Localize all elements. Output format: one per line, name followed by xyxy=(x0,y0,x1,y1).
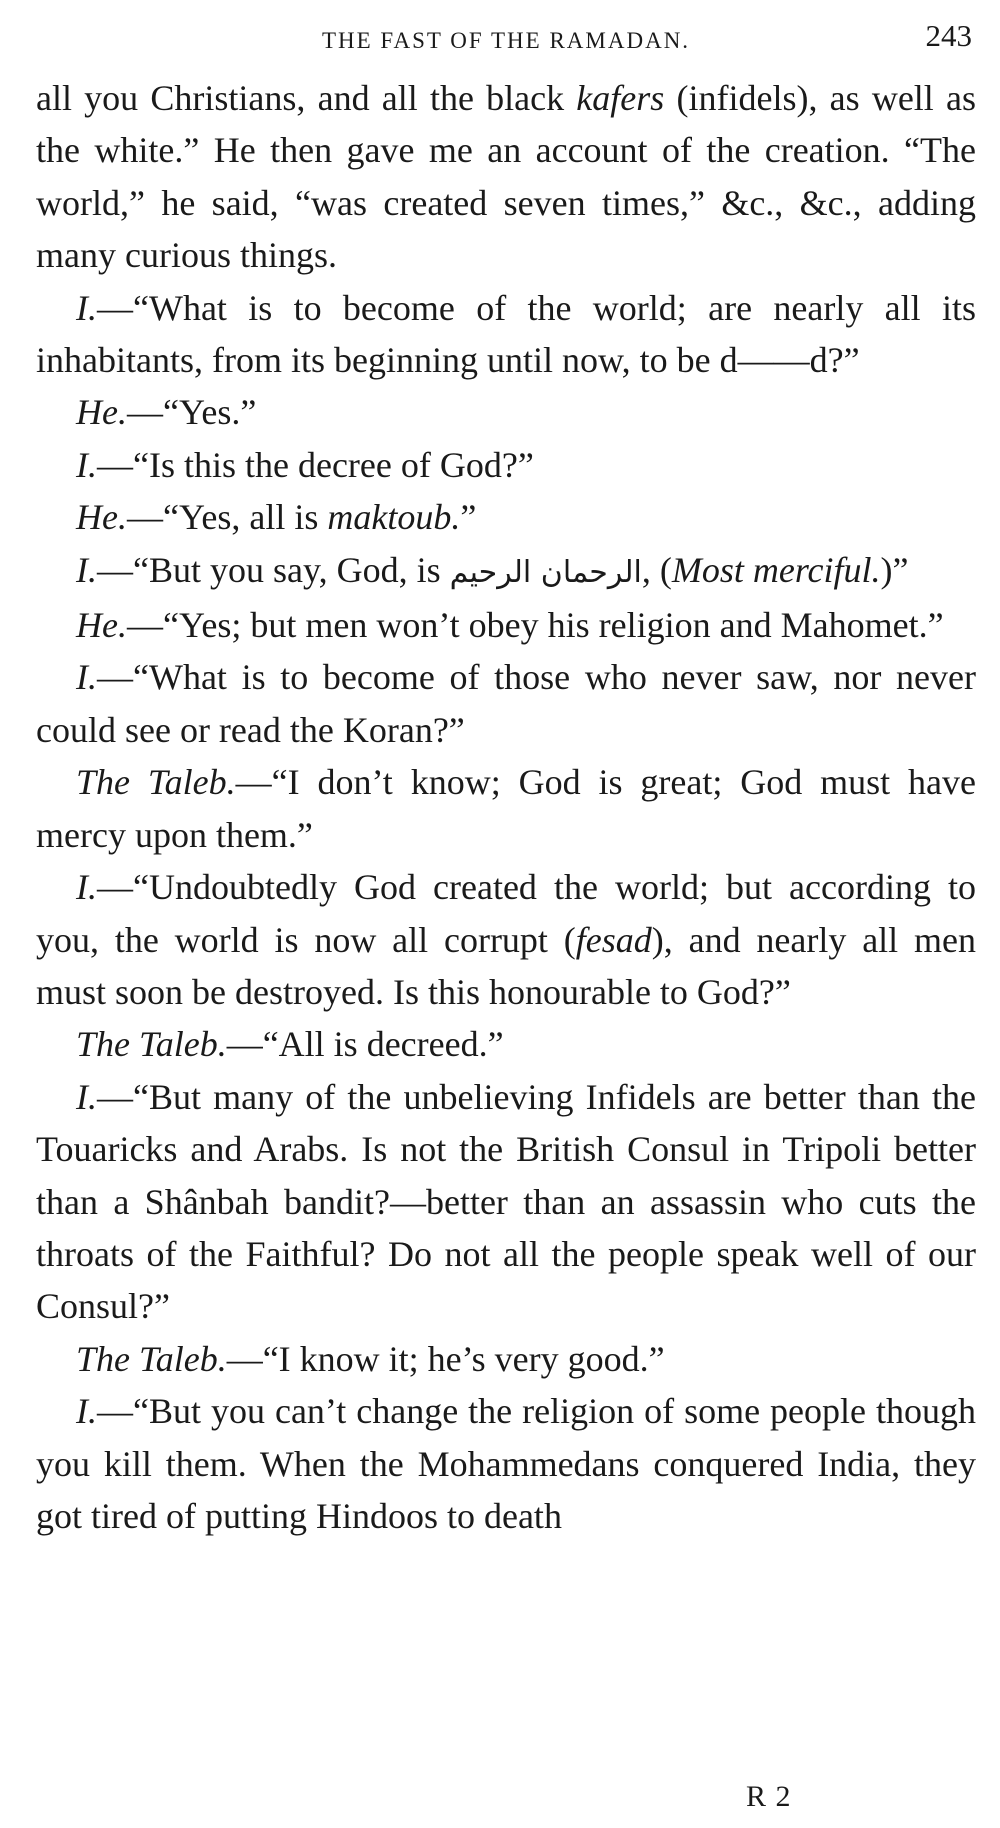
speaker: He. xyxy=(76,392,127,433)
speech: )” xyxy=(880,549,909,590)
italic-term: fesad xyxy=(575,919,652,960)
body-text xyxy=(36,72,976,1542)
speech: —“What is to become of those who never saw, nor never could see or read the Koran?” xyxy=(36,657,976,750)
speech: —“Yes; but men won’t obey his religion and Mahomet.” xyxy=(126,605,944,646)
speaker: I. xyxy=(76,1391,97,1432)
speaker: I. xyxy=(76,287,97,328)
book-page xyxy=(36,14,976,1814)
italic-term: kafers xyxy=(576,78,665,118)
dialogue-paragraph xyxy=(36,1018,976,1070)
speaker: He. xyxy=(76,605,127,646)
speech: —“Undoubtedly God created the world; but according to you, the world is now all corrupt ( xyxy=(36,867,976,960)
speaker: The Taleb. xyxy=(76,1338,227,1379)
italic-term: Most merciful. xyxy=(671,549,881,590)
speaker: He. xyxy=(76,497,127,538)
dialogue-paragraph xyxy=(36,651,976,756)
speaker: I. xyxy=(76,1076,97,1117)
speaker: I. xyxy=(76,549,97,590)
speech: ” xyxy=(460,497,477,538)
dialogue-paragraph xyxy=(36,1071,976,1333)
speech: —“Yes.” xyxy=(126,392,257,433)
running-head xyxy=(36,14,976,72)
dialogue-paragraph xyxy=(36,756,976,861)
speaker: I. xyxy=(76,657,97,698)
speech: —“All is decreed.” xyxy=(226,1024,504,1065)
dialogue-paragraph xyxy=(36,282,976,387)
text-span: (infidels), as well as the white.” He then gave me an account of the creation. “The world,” he said, “was created seven times,” &c., &c., adding many curious things. xyxy=(36,78,976,276)
italic-term: maktoub. xyxy=(327,497,461,538)
speaker: The Taleb. xyxy=(76,762,236,803)
paragraph xyxy=(36,72,976,282)
dialogue-paragraph xyxy=(36,544,976,599)
dialogue-paragraph xyxy=(36,491,976,543)
dialogue-paragraph xyxy=(36,861,976,1018)
speech: —“But many of the unbelieving Infidels are better than the Touaricks and Arabs. Is not the British Consul in Tripoli better than a Shânbah bandit?—better than an assassin who cuts the throats of the Faithful? Do not all the people speak well of our Consul?” xyxy=(36,1076,976,1327)
speech: —“But you can’t change the religion of some people though you kill them. When the Mohammedans conquered India, they got tired of putting Hindoos to death xyxy=(36,1391,976,1536)
dialogue-paragraph xyxy=(36,386,976,438)
page-number: 243 xyxy=(925,18,972,53)
speech: —“I don’t know; God is great; God must have mercy upon them.” xyxy=(36,762,976,855)
speech: ), and nearly all men must soon be destroyed. Is this honourable to God?” xyxy=(36,919,976,1012)
speaker: I. xyxy=(76,444,97,485)
speech: —“Yes, all is xyxy=(126,497,328,538)
text-span: all you Christians, and all the black xyxy=(36,78,577,118)
running-title: THE FAST OF THE RAMADAN. xyxy=(321,28,691,53)
speech: —“Is this the decree of God?” xyxy=(97,444,534,485)
speech: —“What is to become of the world; are nearly all its inhabitants, from its beginning until now, to be d——d?” xyxy=(36,287,976,381)
dialogue-paragraph xyxy=(36,439,976,491)
arabic-phrase: الرحمان الرحيم xyxy=(449,554,642,590)
dialogue-paragraph xyxy=(36,1333,976,1385)
signature-mark: R 2 xyxy=(746,1780,792,1813)
speech: , ( xyxy=(641,549,672,590)
speech: —“But you say, God, is xyxy=(97,549,450,590)
speaker: I. xyxy=(76,867,97,908)
dialogue-paragraph xyxy=(36,599,976,651)
dialogue-paragraph xyxy=(36,1385,976,1542)
speech: —“I know it; he’s very good.” xyxy=(226,1338,665,1379)
speaker: The Taleb. xyxy=(76,1024,227,1065)
